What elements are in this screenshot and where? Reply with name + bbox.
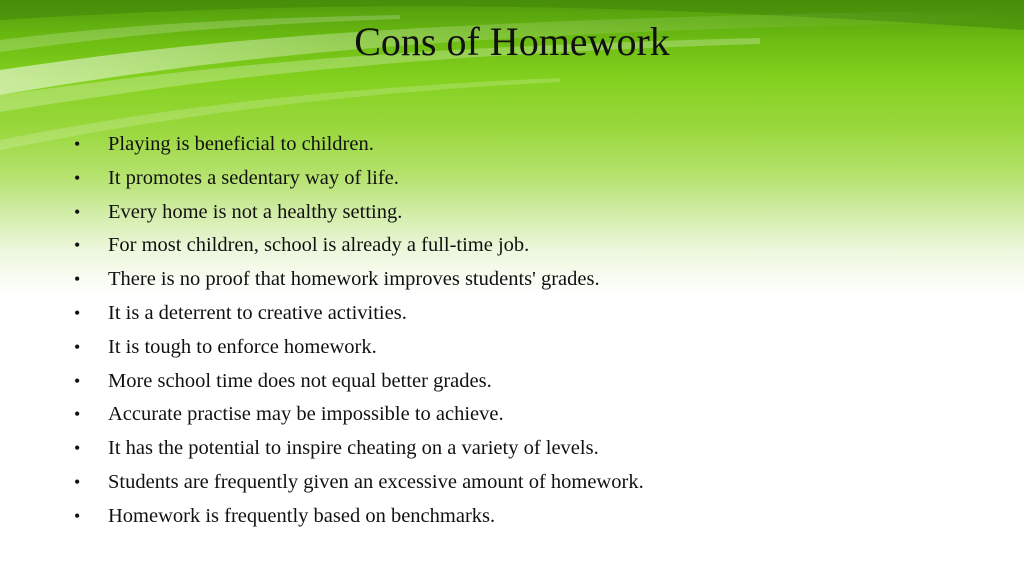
bullet-icon: • <box>74 471 81 492</box>
bullet-icon: • <box>74 404 81 425</box>
list-item <box>74 398 644 432</box>
bullet-text: Playing is beneficial to children. <box>108 133 374 155</box>
bullet-text: Students are frequently given an excessive amount of homework. <box>108 470 644 493</box>
list-item <box>74 365 644 399</box>
list-item <box>74 162 644 196</box>
bullet-text: More school time does not equal better grades. <box>108 369 492 392</box>
bullet-icon: • <box>74 235 81 256</box>
list-item <box>74 263 644 297</box>
bullet-list <box>74 128 644 534</box>
bullet-text: It promotes a sedentary way of life. <box>108 166 399 189</box>
bullet-text: Accurate practise may be impossible to achieve. <box>108 403 504 426</box>
bullet-icon: • <box>74 438 81 459</box>
slide-title: Cons of Homework <box>354 19 670 64</box>
bullet-icon: • <box>74 505 81 526</box>
bullet-icon: • <box>74 370 81 391</box>
bullet-icon: • <box>74 302 81 323</box>
bullet-icon: • <box>74 269 81 290</box>
bullet-text: Every home is not a healthy setting. <box>108 200 403 223</box>
list-item <box>74 432 644 466</box>
list-item <box>74 229 644 263</box>
list-item <box>74 128 644 162</box>
list-item <box>74 500 644 534</box>
list-item <box>74 466 644 500</box>
bullet-text: There is no proof that homework improves students' grades. <box>108 268 600 291</box>
bullet-text: It has the potential to inspire cheating on a variety of levels. <box>108 437 599 460</box>
list-item <box>74 196 644 230</box>
bullet-icon: • <box>74 336 81 357</box>
bullet-text: For most children, school is already a full-time job. <box>108 234 530 257</box>
list-item <box>74 331 644 365</box>
bullet-text: It is tough to enforce homework. <box>108 335 377 358</box>
bullet-icon: • <box>74 167 81 188</box>
bullet-text: It is a deterrent to creative activities. <box>108 301 407 324</box>
list-item <box>74 297 644 331</box>
bullet-icon: • <box>74 134 81 154</box>
bullet-text: Homework is frequently based on benchmarks. <box>108 504 496 527</box>
bullet-icon: • <box>74 201 81 222</box>
